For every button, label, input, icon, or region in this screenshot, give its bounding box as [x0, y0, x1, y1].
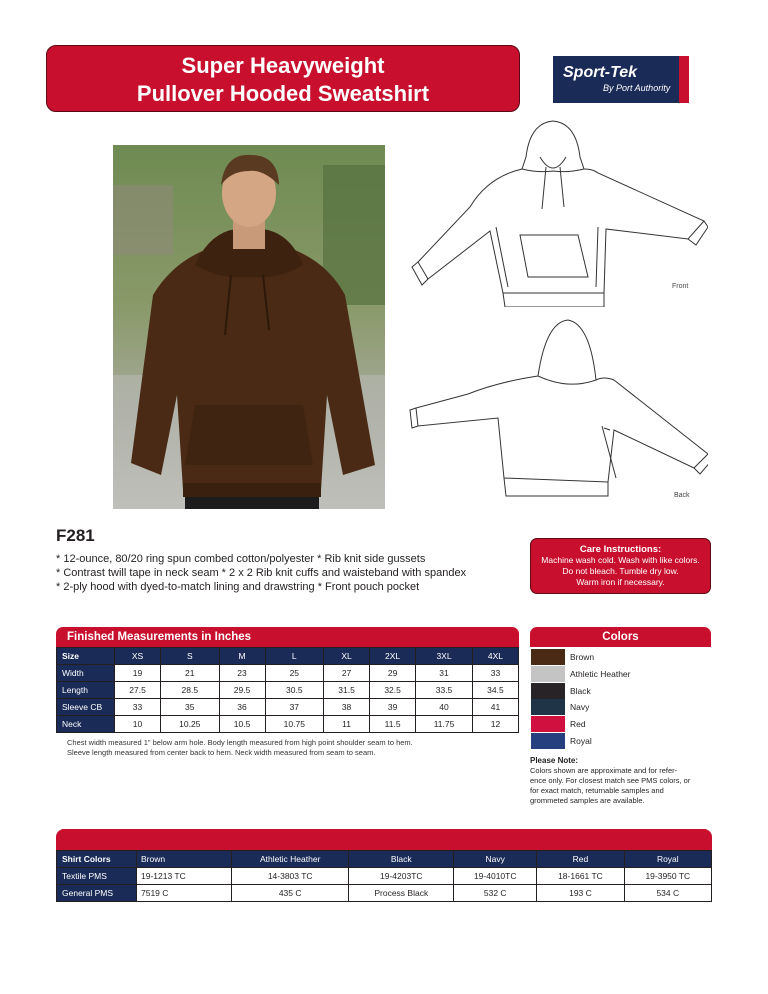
color-swatch [531, 666, 565, 682]
table-cell: 10.75 [265, 716, 323, 733]
note-line: grommeted samples are available. [530, 796, 645, 805]
table-cell: 32.5 [370, 682, 416, 699]
back-line-drawing [408, 318, 708, 503]
color-swatch [531, 716, 565, 732]
table-cell: 33 [115, 699, 161, 716]
table-header-row [57, 851, 712, 868]
table-cell: 10.5 [219, 716, 265, 733]
note-line: Chest width measured 1" below arm hole. Body length measured from high point shoulder seam to hem. [67, 738, 413, 747]
table-cell: 31 [416, 665, 473, 682]
table-cell: 27 [324, 665, 370, 682]
note-line: ence only. For closest match see PMS colors, or [530, 776, 691, 785]
note-line: for exact match, returnable samples and [530, 786, 664, 795]
pms-header-bar [56, 829, 712, 850]
table-row [57, 885, 712, 902]
measurements-table [56, 647, 519, 733]
table-cell: 31.5 [324, 682, 370, 699]
table-cell: 35 [161, 699, 219, 716]
title-banner [46, 45, 520, 112]
size-column-header: 2XL [370, 648, 416, 665]
table-cell: 193 C [537, 885, 624, 902]
sport-tek-logo [553, 56, 689, 103]
table-cell: 37 [265, 699, 323, 716]
size-column-header: XL [324, 648, 370, 665]
table-cell: 25 [265, 665, 323, 682]
model-in-hoodie-image [113, 145, 385, 509]
size-column-header: XS [115, 648, 161, 665]
row-label: General PMS [57, 885, 137, 902]
table-cell: 41 [472, 699, 518, 716]
care-title: Care Instructions: [579, 544, 662, 555]
table-cell: 19-3950 TC [624, 868, 711, 885]
title-line-1: Super Heavyweight [181, 53, 385, 78]
feature-line: * Contrast twill tape in neck seam * 2 x 2 Rib knit cuffs and waisteband with spandex [56, 567, 467, 579]
size-header: Size [57, 648, 115, 665]
color-swatch [531, 699, 565, 715]
front-line-drawing [408, 117, 708, 312]
color-name: Athletic Heather [570, 668, 631, 679]
care-instructions-box [530, 538, 711, 594]
please-note [530, 756, 715, 806]
color-swatch [531, 649, 565, 665]
pms-table [56, 850, 712, 902]
table-row [57, 868, 712, 885]
colors-heading: Colors [530, 627, 711, 647]
table-cell: 33.5 [416, 682, 473, 699]
table-cell: 23 [219, 665, 265, 682]
color-name: Red [570, 719, 586, 730]
table-cell: 30.5 [265, 682, 323, 699]
color-name: Brown [570, 652, 595, 662]
care-line: Machine wash cold. Wash with like colors. [541, 555, 700, 565]
table-cell: 29 [370, 665, 416, 682]
row-label: Neck [57, 716, 115, 733]
color-column-header: Athletic Heather [231, 851, 348, 868]
table-cell: 12 [472, 716, 518, 733]
size-column-header: L [265, 648, 323, 665]
table-cell: 29.5 [219, 682, 265, 699]
back-label: Back [674, 492, 690, 499]
row-label: Width [57, 665, 115, 682]
note-line: Colors shown are approximate and for refer- [530, 766, 678, 775]
color-name: Black [570, 685, 591, 696]
size-column-header: M [219, 648, 265, 665]
table-cell: 11 [324, 716, 370, 733]
table-header-row [57, 648, 519, 665]
table-cell: 21 [161, 665, 219, 682]
color-name: Royal [570, 736, 592, 746]
care-line: Warm iron if necessary. [576, 577, 665, 587]
title-line-2: Pullover Hooded Sweatshirt [136, 81, 430, 106]
table-row [57, 699, 519, 716]
table-cell: 10 [115, 716, 161, 733]
table-cell: Process Black [349, 885, 454, 902]
table-cell: 28.5 [161, 682, 219, 699]
color-column-header: Royal [624, 851, 711, 868]
shirt-colors-header: Shirt Colors [57, 851, 137, 868]
table-cell: 10.25 [161, 716, 219, 733]
please-note-title: Please Note: [530, 756, 579, 765]
table-row [57, 665, 519, 682]
style-code: F281 [56, 526, 95, 545]
table-cell: 435 C [231, 885, 348, 902]
logo-sub-text: By Port Authority [603, 83, 671, 93]
color-column-header: Red [537, 851, 624, 868]
hoodie-back-drawing [408, 318, 708, 498]
table-cell: 19 [115, 665, 161, 682]
note-line: Sleeve length measured from center back to hem. Neck width measured from seam to seam. [67, 748, 376, 757]
feature-list [56, 552, 466, 594]
table-cell: 532 C [454, 885, 537, 902]
table-cell: 19-1213 TC [137, 868, 232, 885]
table-cell: 34.5 [472, 682, 518, 699]
table-cell: 534 C [624, 885, 711, 902]
size-column-header: 4XL [472, 648, 518, 665]
table-cell: 39 [370, 699, 416, 716]
size-column-header: S [161, 648, 219, 665]
color-column-header: Navy [454, 851, 537, 868]
row-label: Sleeve CB [57, 699, 115, 716]
table-cell: 19-4203TC [349, 868, 454, 885]
hoodie-front-drawing [408, 117, 708, 307]
table-cell: 11.75 [416, 716, 473, 733]
row-label: Textile PMS [57, 868, 137, 885]
table-cell: 14-3803 TC [231, 868, 348, 885]
table-cell: 40 [416, 699, 473, 716]
table-cell: 7519 C [137, 885, 232, 902]
row-label: Length [57, 682, 115, 699]
feature-line: * 12-ounce, 80/20 ring spun combed cotton/polyester * Rib knit side gussets [56, 553, 426, 565]
feature-line: * 2-ply hood with dyed-to-match lining and drawstring * Front pouch pocket [56, 581, 420, 593]
table-cell: 27.5 [115, 682, 161, 699]
table-cell: 18-1661 TC [537, 868, 624, 885]
table-row [57, 682, 519, 699]
table-cell: 38 [324, 699, 370, 716]
table-cell: 33 [472, 665, 518, 682]
color-swatch [531, 683, 565, 699]
measurement-note [67, 738, 413, 758]
table-cell: 11.5 [370, 716, 416, 733]
color-name: Navy [570, 702, 590, 713]
table-row [57, 716, 519, 733]
front-label: Front [672, 283, 689, 290]
table-cell: 36 [219, 699, 265, 716]
table-cell: 19-4010TC [454, 868, 537, 885]
color-column-header: Black [349, 851, 454, 868]
product-photo [113, 145, 385, 509]
care-line: Do not bleach. Tumble dry low. [562, 566, 679, 576]
measurements-heading: Finished Measurements in Inches [56, 627, 519, 647]
logo-main-text: Sport-Tek [563, 64, 638, 81]
color-column-header: Brown [137, 851, 232, 868]
color-swatch [531, 733, 565, 749]
size-column-header: 3XL [416, 648, 473, 665]
